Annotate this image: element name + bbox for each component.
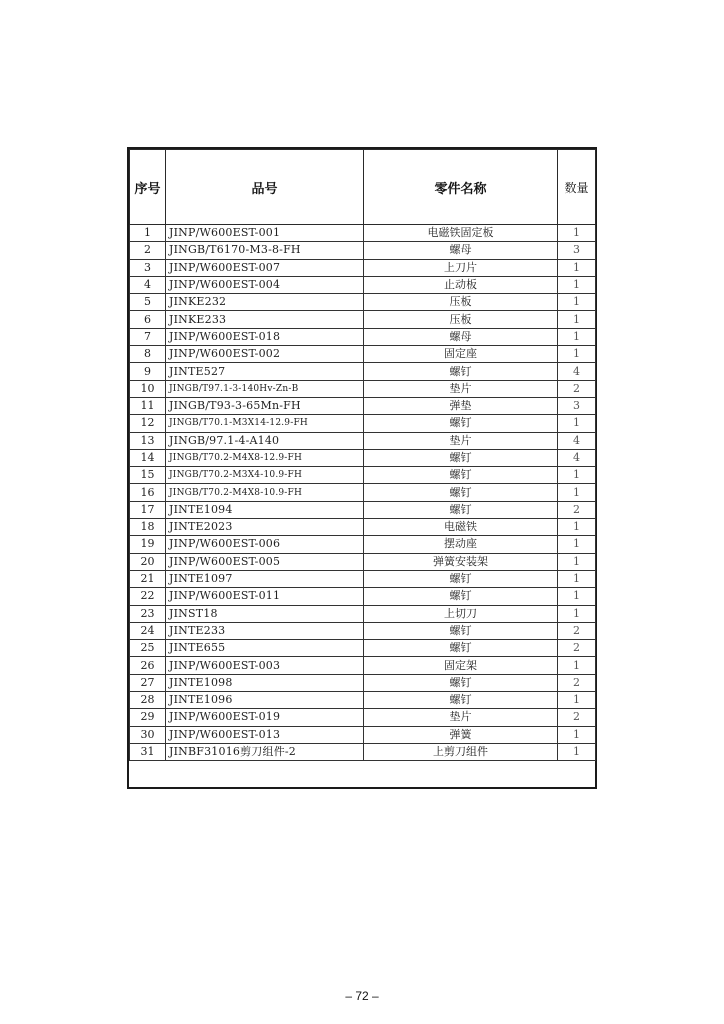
row-serial-no: 7 <box>130 328 166 345</box>
row-quantity: 1 <box>558 294 596 311</box>
row-serial-no: 26 <box>130 657 166 674</box>
row-part-code: JINTE1094 <box>166 501 364 518</box>
row-quantity: 1 <box>558 605 596 622</box>
row-quantity: 1 <box>558 276 596 293</box>
row-part-code: JINP/W600EST-006 <box>166 536 364 553</box>
row-quantity: 1 <box>558 467 596 484</box>
row-serial-no: 22 <box>130 588 166 605</box>
row-quantity: 4 <box>558 432 596 449</box>
row-serial-no: 1 <box>130 225 166 242</box>
row-quantity: 1 <box>558 415 596 432</box>
table-row <box>130 726 596 743</box>
row-part-code: JINKE232 <box>166 294 364 311</box>
row-part-name: 螺钉 <box>364 484 558 501</box>
header-part-name: 零件名称 <box>364 150 558 225</box>
row-serial-no: 8 <box>130 346 166 363</box>
row-part-name: 止动板 <box>364 276 558 293</box>
row-part-code: JINP/W600EST-018 <box>166 328 364 345</box>
row-part-name: 螺钉 <box>364 640 558 657</box>
row-part-code: JINGB/T70.2-M3X4-10.9-FH <box>166 467 364 484</box>
row-serial-no: 4 <box>130 276 166 293</box>
header-quantity: 数量 <box>558 150 596 225</box>
table-row <box>130 294 596 311</box>
row-serial-no: 20 <box>130 553 166 570</box>
row-part-code: JINKE233 <box>166 311 364 328</box>
row-part-code: JINP/W600EST-002 <box>166 346 364 363</box>
row-quantity: 2 <box>558 501 596 518</box>
row-part-code: JINTE1097 <box>166 570 364 587</box>
row-quantity: 2 <box>558 640 596 657</box>
header-part-code: 品号 <box>166 150 364 225</box>
page-number: – 72 – <box>345 989 379 1003</box>
row-part-code: JINP/W600EST-003 <box>166 657 364 674</box>
row-part-code: JINP/W600EST-011 <box>166 588 364 605</box>
table-row <box>130 259 596 276</box>
row-part-code: JINP/W600EST-001 <box>166 225 364 242</box>
row-part-name: 螺钉 <box>364 501 558 518</box>
row-part-name: 螺母 <box>364 328 558 345</box>
table-row <box>130 363 596 380</box>
row-serial-no: 13 <box>130 432 166 449</box>
row-quantity: 2 <box>558 674 596 691</box>
table-body <box>130 225 596 761</box>
table-row <box>130 605 596 622</box>
row-serial-no: 6 <box>130 311 166 328</box>
row-part-name: 上切刀 <box>364 605 558 622</box>
table-row <box>130 467 596 484</box>
row-part-name: 螺钉 <box>364 363 558 380</box>
row-part-name: 螺钉 <box>364 692 558 709</box>
table-row <box>130 622 596 639</box>
row-serial-no: 16 <box>130 484 166 501</box>
row-quantity: 1 <box>558 657 596 674</box>
row-part-name: 螺钉 <box>364 674 558 691</box>
row-quantity: 2 <box>558 380 596 397</box>
row-part-code: JINGB/T70.2-M4X8-10.9-FH <box>166 484 364 501</box>
table-row <box>130 501 596 518</box>
row-part-name: 垫片 <box>364 709 558 726</box>
row-serial-no: 21 <box>130 570 166 587</box>
table-row <box>130 570 596 587</box>
row-part-name: 弹簧安装架 <box>364 553 558 570</box>
row-serial-no: 15 <box>130 467 166 484</box>
row-serial-no: 19 <box>130 536 166 553</box>
row-serial-no: 17 <box>130 501 166 518</box>
row-quantity: 1 <box>558 536 596 553</box>
parts-list-table-frame <box>127 147 597 789</box>
row-part-code: JINBF31016剪刀组件-2 <box>166 743 364 760</box>
row-part-name: 压板 <box>364 311 558 328</box>
row-part-code: JINGB/97.1-4-A140 <box>166 432 364 449</box>
table-row <box>130 484 596 501</box>
row-part-name: 螺钉 <box>364 622 558 639</box>
row-serial-no: 18 <box>130 519 166 536</box>
row-serial-no: 28 <box>130 692 166 709</box>
table-row <box>130 657 596 674</box>
row-serial-no: 10 <box>130 380 166 397</box>
row-quantity: 1 <box>558 346 596 363</box>
table-row <box>130 674 596 691</box>
row-serial-no: 14 <box>130 449 166 466</box>
table-row <box>130 709 596 726</box>
row-serial-no: 25 <box>130 640 166 657</box>
row-part-code: JINGB/T6170-M3-8-FH <box>166 242 364 259</box>
table-row <box>130 328 596 345</box>
row-part-code: JINTE655 <box>166 640 364 657</box>
row-serial-no: 9 <box>130 363 166 380</box>
table-row <box>130 588 596 605</box>
row-serial-no: 24 <box>130 622 166 639</box>
row-part-code: JINTE233 <box>166 622 364 639</box>
row-quantity: 2 <box>558 622 596 639</box>
row-part-name: 电磁铁 <box>364 519 558 536</box>
row-quantity: 3 <box>558 397 596 414</box>
row-part-name: 固定架 <box>364 657 558 674</box>
row-quantity: 4 <box>558 363 596 380</box>
table-row <box>130 276 596 293</box>
row-part-code: JINTE1098 <box>166 674 364 691</box>
row-part-code: JINGB/T70.1-M3X14-12.9-FH <box>166 415 364 432</box>
row-serial-no: 5 <box>130 294 166 311</box>
row-quantity: 1 <box>558 570 596 587</box>
table-row <box>130 692 596 709</box>
row-part-name: 螺钉 <box>364 415 558 432</box>
row-part-name: 固定座 <box>364 346 558 363</box>
row-part-name: 电磁铁固定板 <box>364 225 558 242</box>
table-row <box>130 519 596 536</box>
row-quantity: 1 <box>558 484 596 501</box>
row-quantity: 1 <box>558 259 596 276</box>
row-part-code: JINP/W600EST-004 <box>166 276 364 293</box>
row-part-name: 上刀片 <box>364 259 558 276</box>
table-row <box>130 311 596 328</box>
row-quantity: 1 <box>558 225 596 242</box>
row-part-code: JINTE527 <box>166 363 364 380</box>
row-part-name: 螺钉 <box>364 467 558 484</box>
table-row <box>130 536 596 553</box>
table-row <box>130 449 596 466</box>
row-quantity: 1 <box>558 519 596 536</box>
table-row <box>130 225 596 242</box>
row-quantity: 1 <box>558 692 596 709</box>
row-serial-no: 29 <box>130 709 166 726</box>
table-header-row <box>130 150 596 225</box>
row-quantity: 1 <box>558 743 596 760</box>
table-row <box>130 640 596 657</box>
row-quantity: 1 <box>558 588 596 605</box>
parts-list-table <box>129 149 596 761</box>
row-quantity: 2 <box>558 709 596 726</box>
row-part-code: JINGB/T93-3-65Mn-FH <box>166 397 364 414</box>
row-serial-no: 27 <box>130 674 166 691</box>
row-part-name: 垫片 <box>364 432 558 449</box>
row-quantity: 1 <box>558 328 596 345</box>
row-part-name: 上剪刀组件 <box>364 743 558 760</box>
row-serial-no: 23 <box>130 605 166 622</box>
row-serial-no: 12 <box>130 415 166 432</box>
header-serial-no: 序号 <box>130 150 166 225</box>
row-serial-no: 3 <box>130 259 166 276</box>
table-row <box>130 242 596 259</box>
row-quantity: 3 <box>558 242 596 259</box>
row-quantity: 1 <box>558 726 596 743</box>
row-part-name: 螺母 <box>364 242 558 259</box>
table-row <box>130 743 596 760</box>
table-row <box>130 415 596 432</box>
row-part-name: 螺钉 <box>364 449 558 466</box>
table-row <box>130 397 596 414</box>
row-part-code: JINTE1096 <box>166 692 364 709</box>
row-part-code: JINP/W600EST-007 <box>166 259 364 276</box>
row-part-name: 螺钉 <box>364 588 558 605</box>
row-part-code: JINGB/T97.1-3-140Hv-Zn-B <box>166 380 364 397</box>
row-quantity: 1 <box>558 311 596 328</box>
table-row <box>130 346 596 363</box>
table-row <box>130 432 596 449</box>
row-part-name: 弹簧 <box>364 726 558 743</box>
row-part-code: JINP/W600EST-019 <box>166 709 364 726</box>
row-part-code: JINP/W600EST-013 <box>166 726 364 743</box>
row-part-name: 垫片 <box>364 380 558 397</box>
row-quantity: 1 <box>558 553 596 570</box>
row-part-code: JINST18 <box>166 605 364 622</box>
row-serial-no: 31 <box>130 743 166 760</box>
row-serial-no: 2 <box>130 242 166 259</box>
row-part-code: JINP/W600EST-005 <box>166 553 364 570</box>
row-part-name: 螺钉 <box>364 570 558 587</box>
row-part-name: 压板 <box>364 294 558 311</box>
row-part-name: 摆动座 <box>364 536 558 553</box>
row-part-code: JINGB/T70.2-M4X8-12.9-FH <box>166 449 364 466</box>
table-row <box>130 380 596 397</box>
table-row <box>130 553 596 570</box>
row-part-name: 弹垫 <box>364 397 558 414</box>
row-part-code: JINTE2023 <box>166 519 364 536</box>
row-quantity: 4 <box>558 449 596 466</box>
row-serial-no: 11 <box>130 397 166 414</box>
row-serial-no: 30 <box>130 726 166 743</box>
